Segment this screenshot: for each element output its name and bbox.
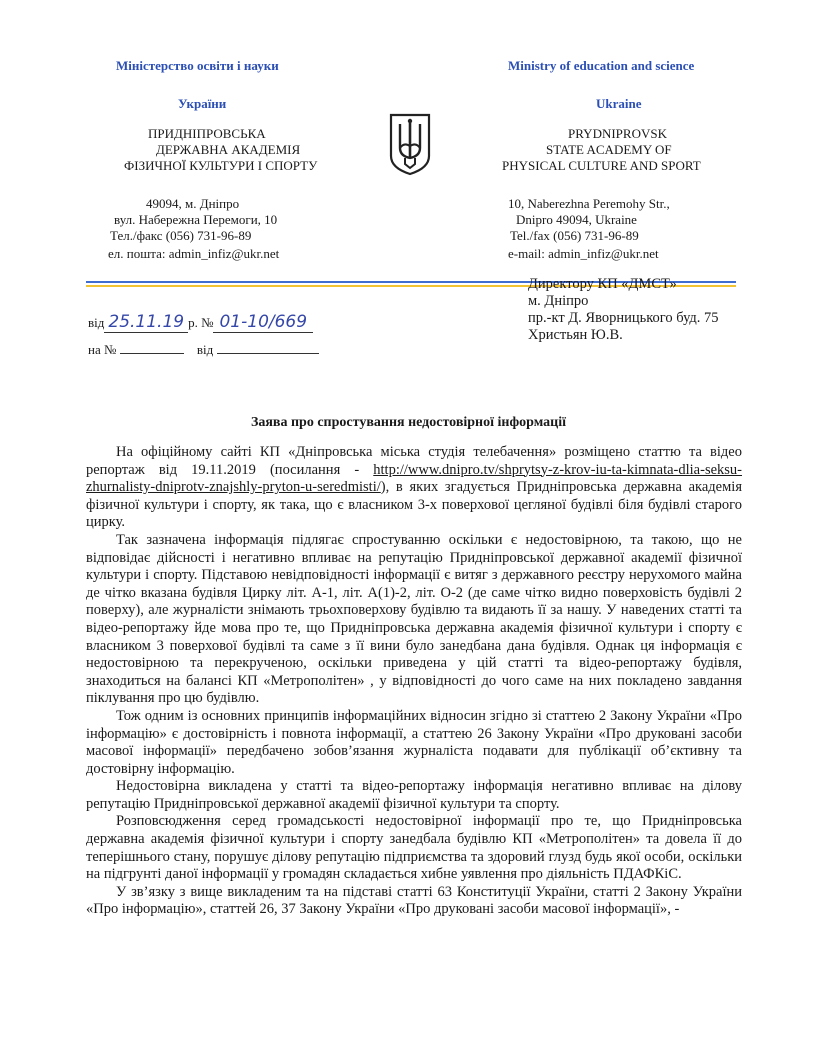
incoming-reference	[88, 341, 319, 358]
paragraph-6: У зв’язку з вище викладеним та на підставі статті 63 Конституції України, статті 2 Закону України «Про інформацію», статтей 26, 37 Закону України «Про друковані засоби масової інформації», -	[86, 883, 742, 918]
blank-date-line	[217, 341, 319, 354]
outgoing-reference	[88, 312, 313, 332]
ministry-ua: Міністерство освіти і науки	[116, 58, 279, 73]
on-number-label: на №	[88, 342, 117, 357]
blank-number-line	[120, 341, 184, 354]
org-name-ua-3: ФІЗИЧНОЇ КУЛЬТУРИ І СПОРТУ	[124, 158, 318, 173]
email-ua: ел. пошта: admin_infiz@ukr.net	[108, 246, 280, 261]
paragraph-1-end: ), в яких згадується Придніпровська державна академія фізичної культури і спорту, як така, що є власником 3-х поверхової цегляної будівлі біля будівлі старого цирку.	[86, 479, 742, 531]
org-name-en-2: STATE ACADEMY OF	[546, 142, 672, 157]
address-en-2: Dnipro 49094, Ukraine	[516, 212, 637, 227]
number-label: р. №	[188, 315, 214, 330]
addressee-line-4: Христьян Ю.В.	[528, 327, 623, 343]
address-ua-1: 49094, м. Дніпро	[146, 196, 240, 211]
addressee-line-3: пр.-кт Д. Яворницького буд. 75	[528, 310, 719, 326]
paragraph-2: Так зазначена інформація підлягає спростуванню оскільки є недостовірною, та такою, що не відповідає дійсності і негативно впливає на репутацію Придніпровської державної академії фізичної культури і спорту. Підставою невідповідності інформації є витяг з державного реєстру нерухомого майна де чітко вказана будівля Цирку літ. А-1, літ. А(1)-2, літ. О-2 (де саме чітко видно поверховість будівлі 2 поверху), але журналісти знімають трьохповерхову будівлю та видають її за нашу. У наведених статті та відео-репортажу йде мова про те, що Придніпровська державна академія фізичної культури і спорту є власником 3 поверхової будівлі та саме з її вини було занедбана дана будівля. Однак ця інформація є недостовірною та перекрученою, оскільки приведена у цій статті та відео-репортажу будівля, знаходиться на балансі КП «Метрополітен» , у відповідності до чого саме на них покладено завдання піклування про цю будівлю.	[86, 531, 742, 707]
letter-body	[86, 444, 742, 919]
paragraph-3: Тож одним із основних принципів інформаційних відносин згідно зі статтею 2 Закону України «Про інформацію» є достовірність і повнота інформації, а статтею 26 Закону України «Про друковані засоби масової інформації» передбачено зобов’язання журналіста подавати для публікації об’єктивну та достовірну інформацію.	[86, 707, 742, 777]
paragraph-4: Недостовірна викладена у статті та відео-репортажу інформація негативно впливає на ділову репутацію Придніпровської державної академії фізичної культури та спорту.	[86, 778, 742, 812]
org-name-ua-2: ДЕРЖАВНА АКАДЕМІЯ	[156, 142, 301, 157]
org-name-en-1: PRYDNIPROVSK	[568, 126, 667, 141]
addressee-line-2: м. Дніпро	[528, 293, 589, 309]
article-link[interactable]: http://www.dnipro.tv/shprytsy-z-krov-iu-ta-kimnata-dlia-seksu-zhurnalisty-dniprotv-znajshly-pryton-u-seredmisti/	[86, 461, 742, 496]
phone-en: Tel./fax (056) 731-96-89	[510, 228, 639, 243]
on-from-label: від	[196, 342, 214, 357]
trident-coat-of-arms-icon	[388, 112, 432, 176]
address-en-1: 10, Naberezhna Peremohy Str.,	[508, 196, 670, 211]
paragraph-5: Розповсюдження серед громадськості недостовірної інформації про те, що Придніпровська державна академія фізичної культури і спорту занедбала будівлю КП «Метрополітен» та довела її до теперішнього стану, порушує ділову репутацію підприємства та здоровий глузд будь якої особи, оскільки на підгрунті даної інформації у громадян складається хибне уявлення про діяльність ПДАФКіС.	[86, 813, 742, 883]
handwritten-date: 25.11.19	[104, 312, 188, 333]
paragraph-1	[86, 444, 742, 532]
country-en: Ukraine	[596, 96, 642, 111]
addressee-block	[528, 276, 719, 344]
phone-ua: Тел./факс (056) 731-96-89	[110, 228, 252, 243]
from-label: від	[88, 315, 105, 330]
addressee-line-1: Директору КП «ДМСТ»	[528, 276, 677, 292]
country-ua: України	[178, 96, 227, 111]
org-name-en-3: PHYSICAL CULTURE AND SPORT	[502, 158, 701, 173]
ministry-en: Ministry of education and science	[508, 58, 695, 73]
email-en: e-mail: admin_infiz@ukr.net	[508, 246, 659, 261]
org-name-ua-1: ПРИДНІПРОВСЬКА	[148, 126, 266, 141]
document-title: Заява про спростування недостовірної інформації	[250, 415, 567, 430]
paragraph-1-start: На офіційному сайті КП «Дніпровська міська студія телебачення» розміщено статтю та відео репортаж від 19.11.2019 (посилання -	[86, 444, 742, 478]
address-ua-2: вул. Набережна Перемоги, 10	[114, 212, 278, 227]
handwritten-number: 01-10/669	[213, 312, 313, 333]
